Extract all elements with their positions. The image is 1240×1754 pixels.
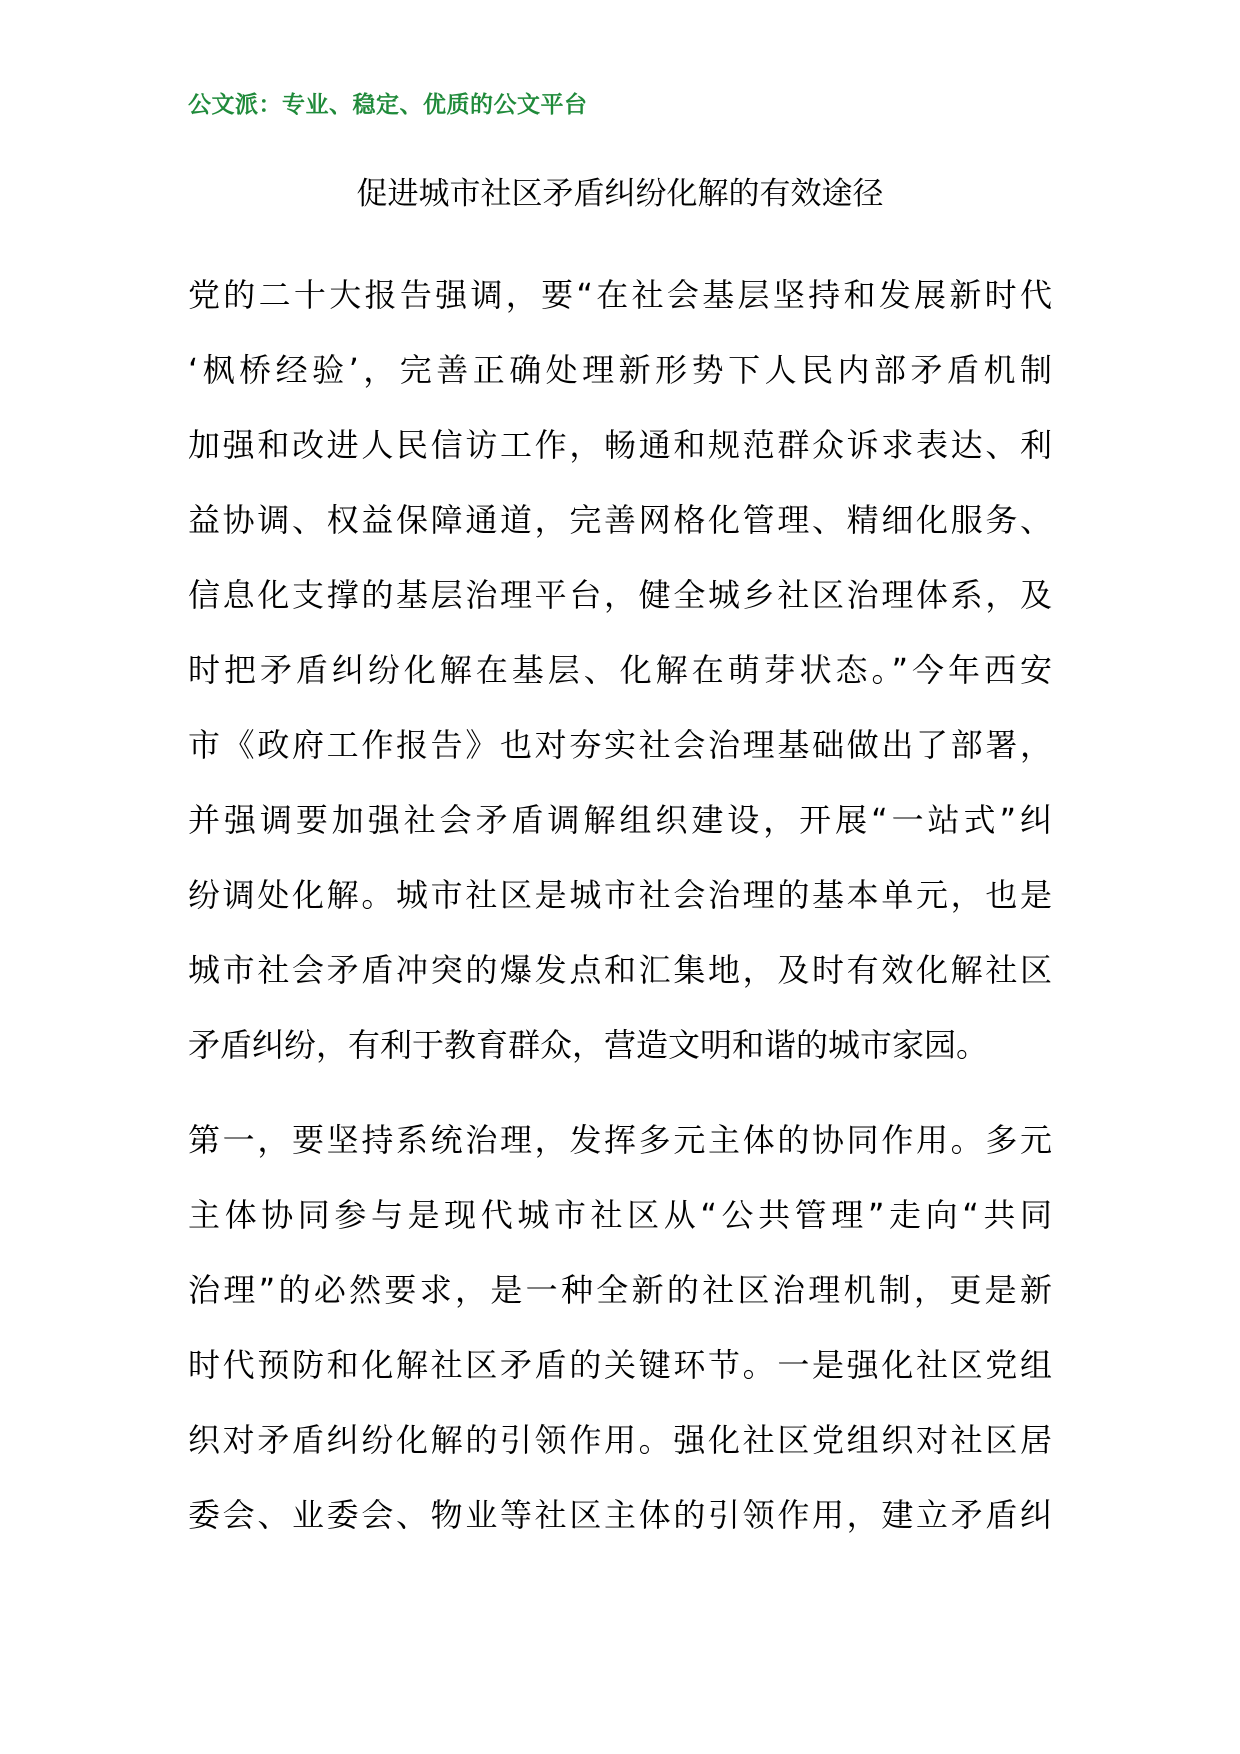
paragraph-line: 时把矛盾纠纷化解在基层、化解在萌芽状态。”今年西安 (188, 651, 1052, 689)
paragraph-line: 加强和改进人民信访工作，畅通和规范群众诉求表达、利 (188, 426, 1052, 464)
paragraph-line: 委会、业委会、物业等社区主体的引领作用，建立矛盾纠 (188, 1496, 1052, 1534)
paragraph-line: 第一，要坚持系统治理，发挥多元主体的协同作用。多元 (188, 1121, 1052, 1159)
paragraph-2 (188, 1103, 1052, 1553)
document-title: 促进城市社区矛盾纠纷化解的有效途径 (356, 176, 884, 212)
paragraph-line: 矛盾纠纷，有利于教育群众，营造文明和谐的城市家园。 (188, 1026, 989, 1064)
paragraph-line: 并强调要加强社会矛盾调解组织建设，开展“一站式”纠 (188, 801, 1052, 839)
paragraph-line: 信息化支撑的基层治理平台，健全城乡社区治理体系，及 (188, 576, 1052, 614)
header-banner: 公文派：专业、稳定、优质的公文平台 (188, 92, 588, 118)
paragraph-line: 党的二十大报告强调，要“在社会基层坚持和发展新时代 (188, 276, 1052, 314)
paragraph-line: 主体协同参与是现代城市社区从“公共管理”走向“共同 (188, 1196, 1052, 1234)
paragraph-line: ‘枫桥经验’，完善正确处理新形势下人民内部矛盾机制 (188, 351, 1052, 389)
paragraph-line: 织对矛盾纠纷化解的引领作用。强化社区党组织对社区居 (188, 1421, 1052, 1459)
paragraph-1 (188, 258, 1052, 1083)
paragraph-line: 治理”的必然要求，是一种全新的社区治理机制，更是新 (188, 1271, 1052, 1309)
paragraph-line: 时代预防和化解社区矛盾的关键环节。一是强化社区党组 (188, 1346, 1052, 1384)
paragraph-line: 益协调、权益保障通道，完善网格化管理、精细化服务、 (188, 501, 1052, 539)
paragraph-line: 城市社会矛盾冲突的爆发点和汇集地，及时有效化解社区 (188, 951, 1052, 989)
paragraph-line: 纷调处化解。城市社区是城市社会治理的基本单元，也是 (188, 876, 1052, 914)
paragraph-line: 市《政府工作报告》也对夯实社会治理基础做出了部署， (188, 726, 1052, 764)
